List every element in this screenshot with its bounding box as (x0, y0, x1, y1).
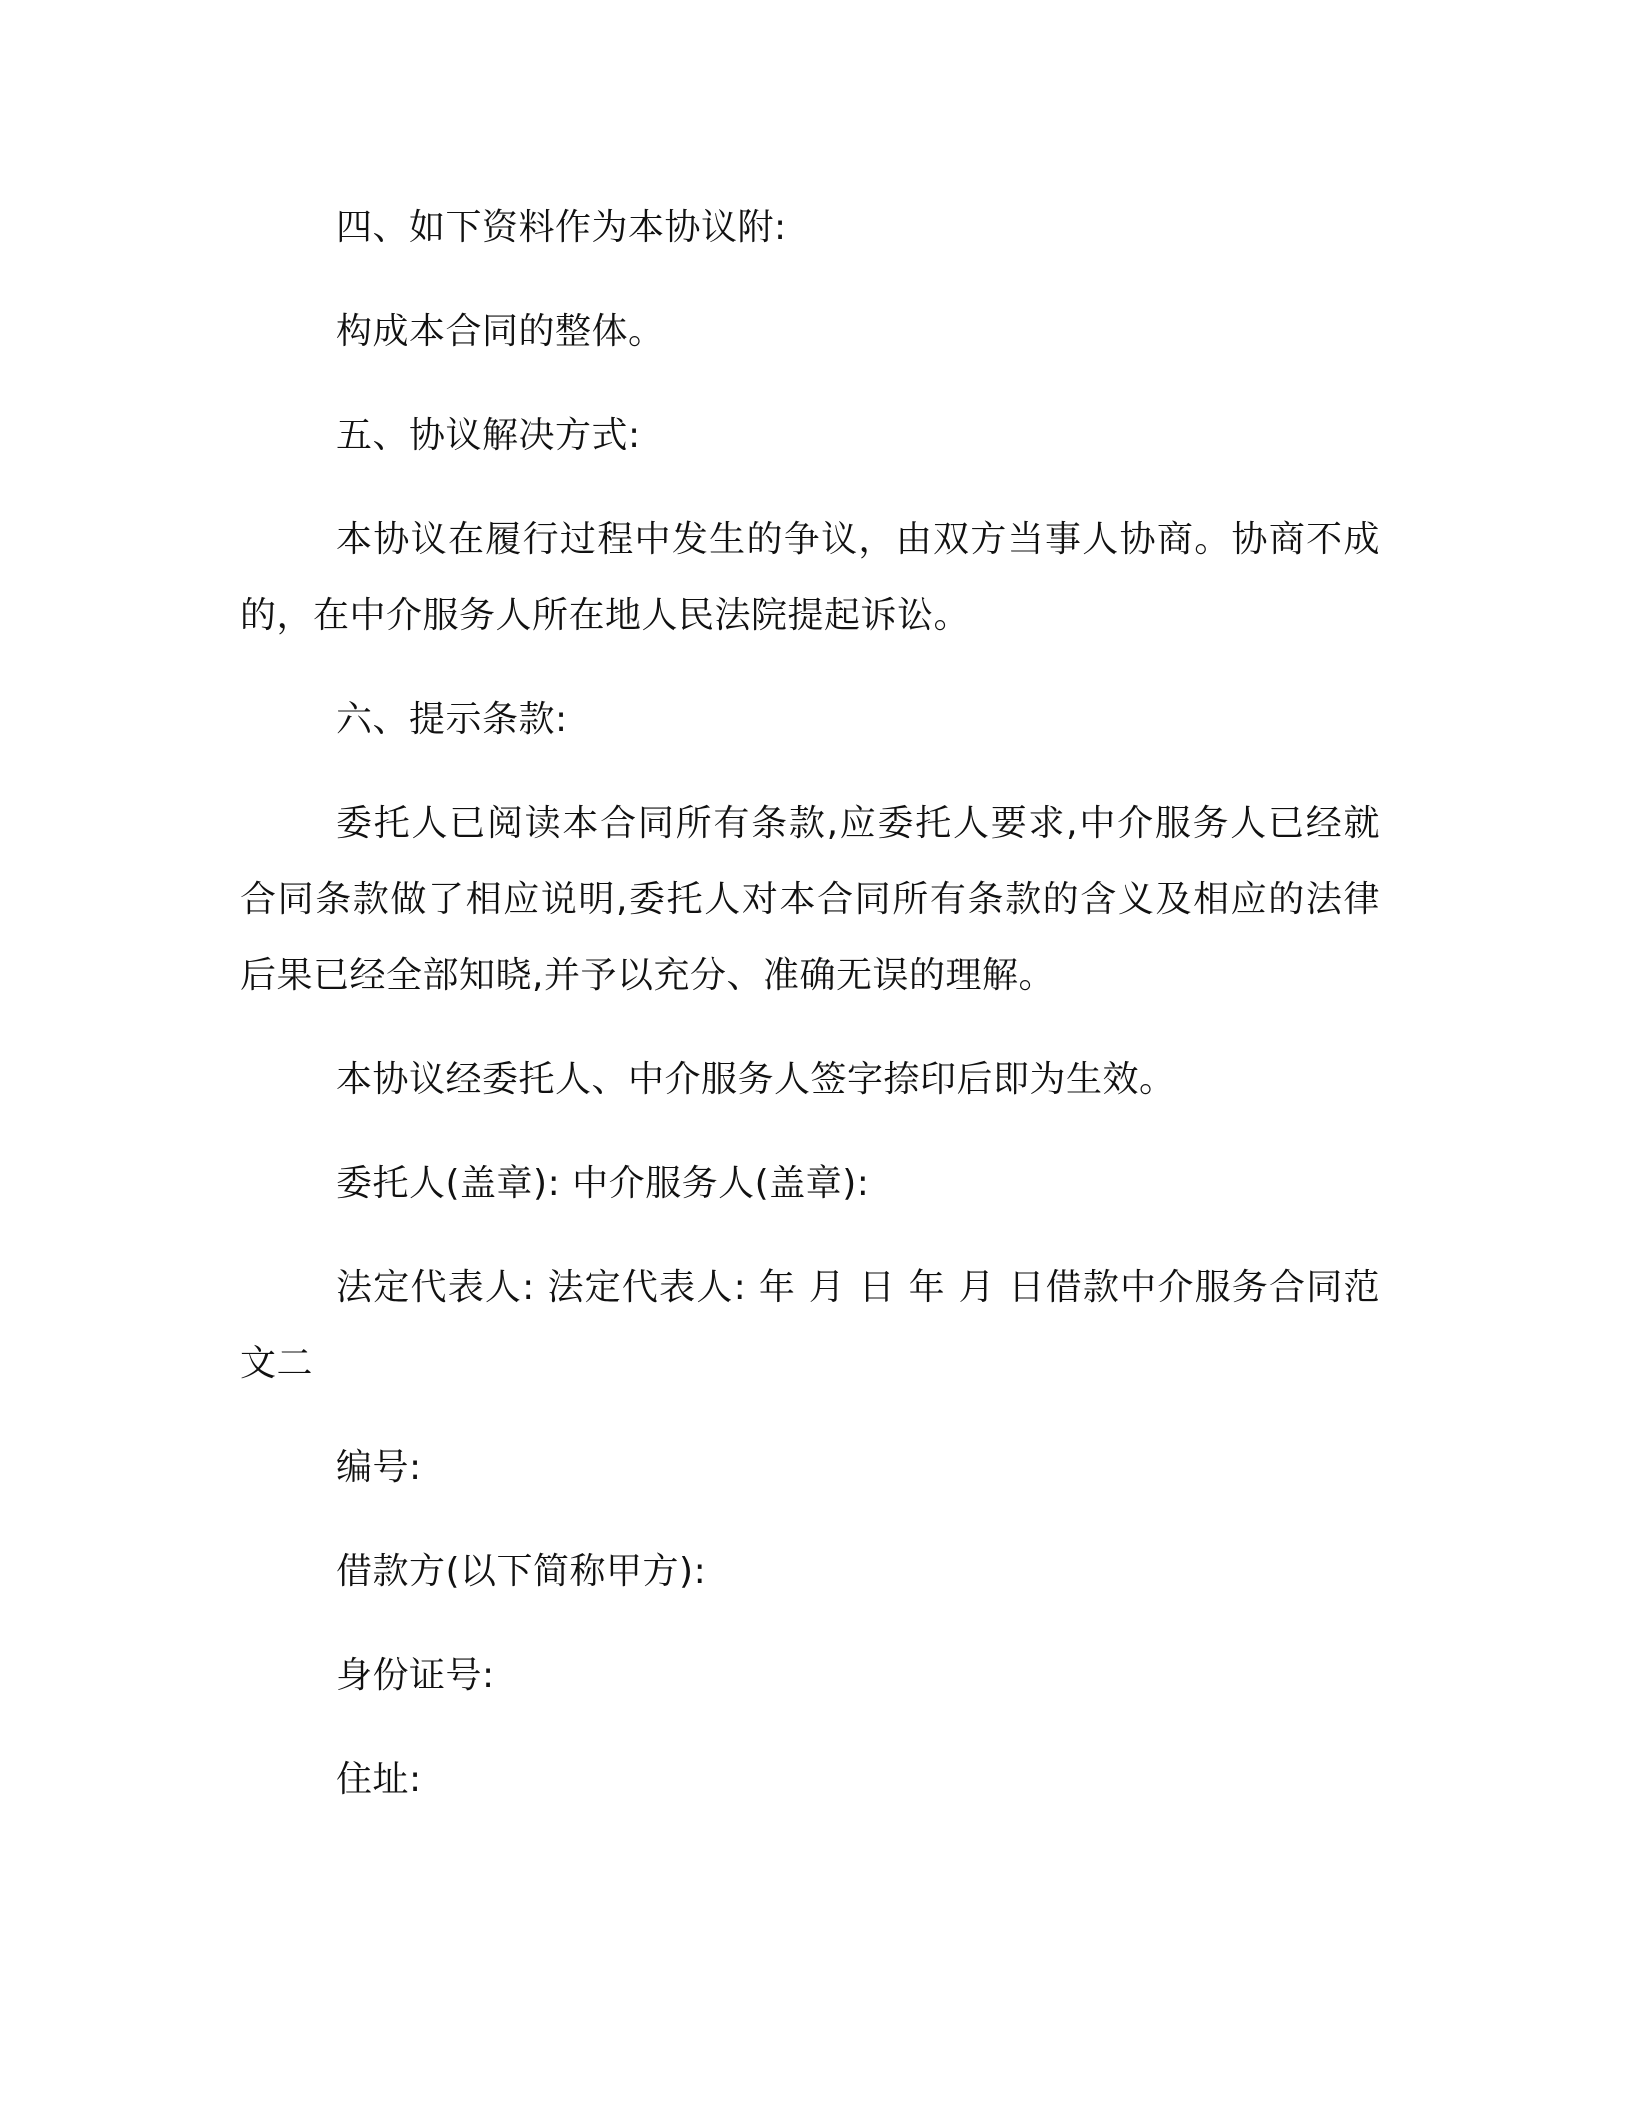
paragraph-whole-contract: 构成本合同的整体。 (336, 311, 665, 352)
field-borrower: 借款方(以下简称甲方): (336, 1551, 707, 1592)
section-heading-attachments: 四、如下资料作为本协议附: (336, 207, 787, 248)
paragraph-notice-clause: 委托人已阅读本合同所有条款,应委托人要求,中介服务人已经就合同条款做了相应说明,委托人对本合同所有条款的含义及相应的法律后果已经全部知晓,并予以充分、准确无误的理解。 (240, 803, 1380, 996)
paragraph-effective-clause: 本协议经委托人、中介服务人签字捺印后即为生效。 (336, 1059, 1176, 1100)
document-body (240, 190, 1380, 1846)
paragraph-dispute-clause: 本协议在履行过程中发生的争议，由双方当事人协商。协商不成的，在中介服务人所在地人民法院提起诉讼。 (240, 519, 1380, 636)
section-heading-dispute-resolution: 五、协议解决方式: (336, 415, 641, 456)
legal-representative-line: 法定代表人: 法定代表人: 年 月 日 年 月 日借款中介服务合同范文二 (240, 1267, 1380, 1384)
field-id-number: 身份证号: (336, 1655, 495, 1696)
field-address: 住址: (336, 1759, 422, 1800)
field-number: 编号: (336, 1447, 422, 1488)
section-heading-notice-terms: 六、提示条款: (336, 699, 568, 740)
signature-seal-line: 委托人(盖章): 中介服务人(盖章): (336, 1163, 870, 1204)
